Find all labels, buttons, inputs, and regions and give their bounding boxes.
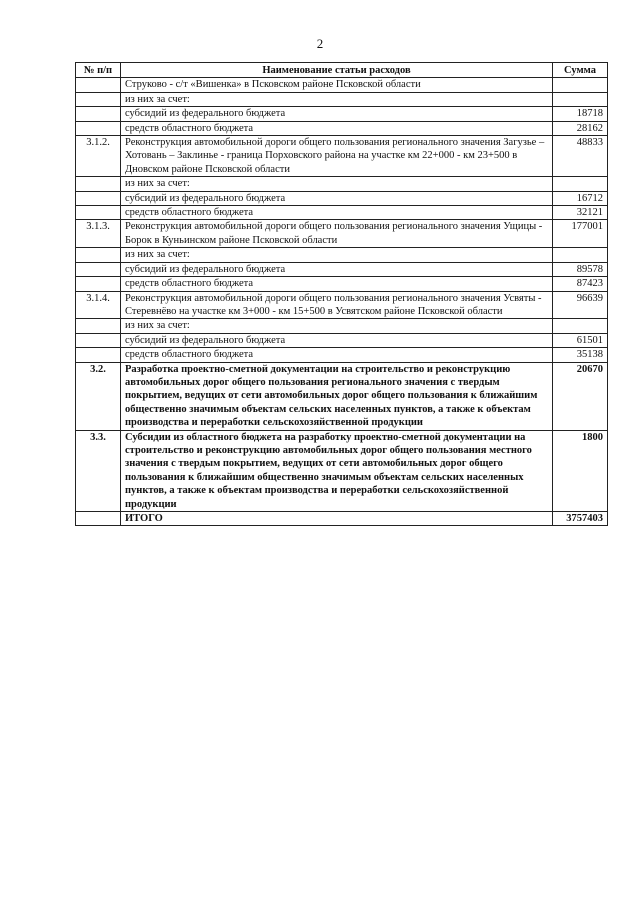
table-row	[76, 348, 608, 362]
table-row	[76, 206, 608, 220]
header-num: № п/п	[76, 63, 121, 78]
row-sum: 20670	[553, 362, 608, 430]
table-row	[76, 319, 608, 333]
row-num	[76, 191, 121, 205]
row-num	[76, 121, 121, 135]
row-sum: 96639	[553, 291, 608, 319]
row-sum	[553, 248, 608, 262]
table-row	[76, 177, 608, 191]
row-num	[76, 277, 121, 291]
row-sum	[553, 92, 608, 106]
row-sum: 177001	[553, 220, 608, 248]
row-name: Реконструкция автомобильной дороги общего пользования регионального значения Загузье – Хотовань – Заклинье - граница Порховского района на участке км 22+000 - км 23+500 в Дновском районе Псковской области	[121, 136, 553, 177]
row-name: средств областного бюджета	[121, 348, 553, 362]
row-num	[76, 262, 121, 276]
table-row	[76, 78, 608, 92]
row-name: Реконструкция автомобильной дороги общего пользования регионального значения Ущицы - Борок в Куньинском районе Псковской области	[121, 220, 553, 248]
row-name: Субсидии из областного бюджета на разработку проектно-сметной документации на строительство и реконструкцию автомобильных дорог общего пользования местного значения с твердым покрытием, ведущих от сети автомобильных дорог общего пользования к ближайшим общественно значимым объектам сельских населенных пунктов, а также к объектам производства и переработки сельскохозяйственной продукции	[121, 430, 553, 511]
expense-table	[75, 62, 608, 526]
row-name: средств областного бюджета	[121, 121, 553, 135]
table-row	[76, 277, 608, 291]
row-num: 3.1.4.	[76, 291, 121, 319]
row-num: 3.1.3.	[76, 220, 121, 248]
row-name: средств областного бюджета	[121, 277, 553, 291]
row-num	[76, 92, 121, 106]
row-sum: 32121	[553, 206, 608, 220]
row-num	[76, 206, 121, 220]
row-num	[76, 319, 121, 333]
total-label: ИТОГО	[121, 512, 553, 526]
row-num: 3.2.	[76, 362, 121, 430]
row-sum	[553, 78, 608, 92]
row-name: субсидий из федерального бюджета	[121, 333, 553, 347]
header-sum: Сумма	[553, 63, 608, 78]
row-sum: 28162	[553, 121, 608, 135]
row-num	[76, 78, 121, 92]
row-sum	[553, 319, 608, 333]
table-row	[76, 136, 608, 177]
header-name: Наименование статьи расходов	[121, 63, 553, 78]
row-num	[76, 348, 121, 362]
row-name: Струково - с/т «Вишенка» в Псковском районе Псковской области	[121, 78, 553, 92]
row-num	[76, 107, 121, 121]
total-num	[76, 512, 121, 526]
row-sum: 61501	[553, 333, 608, 347]
table-row	[76, 191, 608, 205]
table-row	[76, 121, 608, 135]
row-num	[76, 333, 121, 347]
table-row	[76, 262, 608, 276]
table-row	[76, 107, 608, 121]
total-row	[76, 512, 608, 526]
row-sum: 1800	[553, 430, 608, 511]
row-sum	[553, 177, 608, 191]
row-sum: 89578	[553, 262, 608, 276]
row-name: средств областного бюджета	[121, 206, 553, 220]
row-sum: 87423	[553, 277, 608, 291]
row-name: из них за счет:	[121, 319, 553, 333]
table-row	[76, 92, 608, 106]
row-name: Разработка проектно-сметной документации на строительство и реконструкцию автомобильных дорог общего пользования регионального значения с твердым покрытием, ведущих от сети автомобильных дорог общего пользования к ближайшим общественно значимым объектам сельских населенных пунктов, а также к объектам производства и переработки сельскохозяйственной продукции	[121, 362, 553, 430]
row-num	[76, 248, 121, 262]
row-sum: 48833	[553, 136, 608, 177]
row-num: 3.3.	[76, 430, 121, 511]
table-row	[76, 362, 608, 430]
table-row	[76, 430, 608, 511]
row-sum: 35138	[553, 348, 608, 362]
total-sum: 3757403	[553, 512, 608, 526]
row-sum: 18718	[553, 107, 608, 121]
row-name: из них за счет:	[121, 248, 553, 262]
row-name: из них за счет:	[121, 177, 553, 191]
row-num: 3.1.2.	[76, 136, 121, 177]
table-row	[76, 291, 608, 319]
row-num	[76, 177, 121, 191]
row-name: Реконструкция автомобильной дороги общего пользования регионального значения Усвяты - Стеревнёво на участке км 3+000 - км 15+500 в Усвятском районе Псковской области	[121, 291, 553, 319]
page-number: 2	[316, 36, 324, 51]
table-row	[76, 333, 608, 347]
table-row	[76, 220, 608, 248]
table-header-row	[76, 63, 608, 78]
table-row	[76, 248, 608, 262]
row-name: из них за счет:	[121, 92, 553, 106]
row-name: субсидий из федерального бюджета	[121, 107, 553, 121]
row-name: субсидий из федерального бюджета	[121, 262, 553, 276]
row-name: субсидий из федерального бюджета	[121, 191, 553, 205]
row-sum: 16712	[553, 191, 608, 205]
